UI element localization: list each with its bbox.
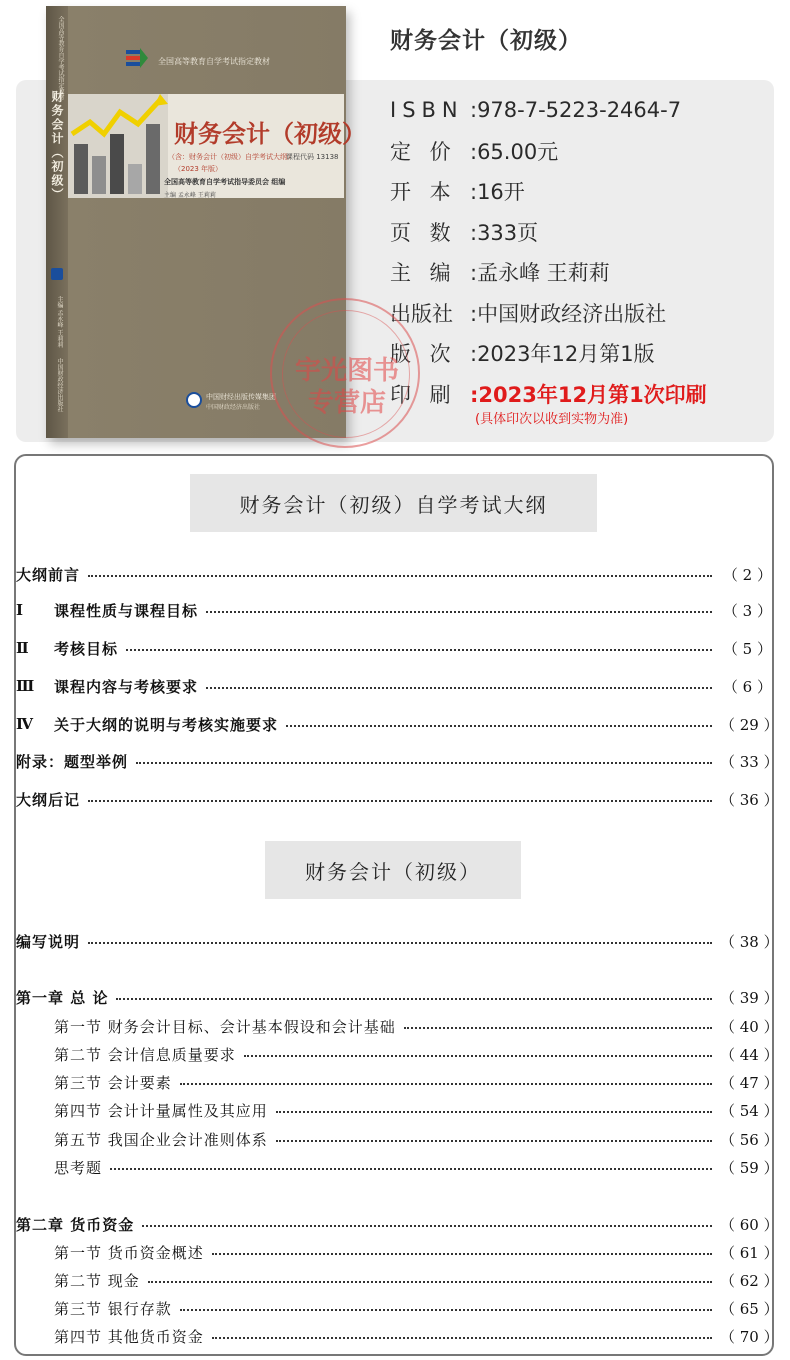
toc-section — [16, 1324, 779, 1348]
toc-leader-dots — [286, 725, 712, 727]
toc-leader-space — [244, 1055, 712, 1057]
info-value: :中国财政经济出版社 — [470, 301, 667, 326]
info-row-isbn — [390, 90, 780, 131]
toc-entry — [16, 674, 772, 698]
toc-leader-dots — [136, 762, 712, 764]
toc-entry-title: 附录：题型举例 — [16, 752, 129, 771]
toc-entry-title: 第四节 其他货币资金 — [54, 1327, 204, 1346]
toc-entry-title: 课程内容与考核要求 — [54, 677, 199, 696]
spine-series: 全国高等教育自学考试指定教材 — [57, 16, 64, 100]
toc-heading-outline: 财务会计（初级）自学考试大纲 — [190, 474, 597, 532]
toc-section — [16, 1070, 779, 1094]
toc-section — [16, 1014, 779, 1038]
info-value: :65.00元 — [470, 139, 559, 164]
toc-entry-title: 第二节 会计信息质量要求 — [54, 1045, 236, 1064]
toc-entry-title: 第一节 货币资金概述 — [54, 1243, 204, 1262]
info-label: ISBN — [390, 98, 464, 123]
cover-course-code: 课程代码 13138 — [286, 153, 339, 161]
toc-leader-dots — [126, 649, 712, 651]
toc-section — [16, 1155, 779, 1179]
toc-entry-page: （ 33 ） — [720, 752, 779, 771]
toc-entry-num: Ⅳ — [16, 715, 34, 733]
toc-entry-page: （ 60 ） — [720, 1215, 779, 1234]
toc-entry-title: 关于大纲的说明与考核实施要求 — [54, 715, 279, 734]
toc-leader-space — [180, 1309, 712, 1311]
toc-entry — [16, 562, 772, 586]
toc-entry-title: 大纲后记 — [16, 790, 81, 809]
toc-section — [16, 1098, 779, 1122]
toc-entry — [16, 636, 772, 660]
spine-press: 中国财政经济出版社 — [56, 358, 63, 412]
toc-chapter — [16, 1212, 779, 1236]
toc-entry-title: 第三节 会计要素 — [54, 1073, 172, 1092]
cover-banner — [68, 94, 366, 199]
info-label: 开 本 — [390, 180, 457, 205]
press-logo-icon — [186, 392, 202, 408]
spine-title: 财务会计（初级） — [50, 90, 64, 202]
toc-entry-page: （ 36 ） — [720, 790, 779, 809]
toc-entry-page: （ 6 ） — [722, 677, 772, 696]
cover-series: 全国高等教育自学考试指定教材 — [158, 57, 270, 66]
toc-entry-title: 第二节 现金 — [54, 1271, 140, 1290]
info-label: 主 编 — [390, 261, 457, 286]
toc-entry-num: Ⅱ — [16, 639, 29, 657]
toc-leader-space — [276, 1140, 712, 1142]
toc-entry-title: 考核目标 — [54, 639, 119, 658]
info-value: :孟永峰 王莉莉 — [470, 261, 610, 286]
toc-entry-page: （ 56 ） — [720, 1130, 779, 1149]
toc-entry-title: 第三节 银行存款 — [54, 1299, 172, 1318]
cover-title: 财务会计（初级） — [174, 119, 366, 148]
info-label: 印 刷 — [390, 382, 457, 407]
info-row-editors — [390, 252, 780, 293]
toc-entry-num: Ⅲ — [16, 677, 35, 695]
spine-logo-icon — [51, 268, 63, 280]
toc-entry-page: （ 61 ） — [720, 1243, 779, 1262]
toc-entry-title: 大纲前言 — [16, 565, 81, 584]
toc-entry-page: （ 70 ） — [720, 1327, 779, 1346]
toc-entry-title: 课程性质与课程目标 — [54, 601, 199, 620]
toc-leader-space — [110, 1168, 712, 1170]
toc-section — [16, 1296, 779, 1320]
toc-leader-dots — [88, 575, 712, 577]
toc-leader-dots — [142, 1225, 712, 1227]
info-label: 定 价 — [390, 139, 457, 164]
toc-entry — [16, 598, 772, 622]
product-title: 财务会计（初级） — [390, 28, 582, 54]
info-value: :333页 — [470, 220, 539, 245]
toc-entry-title: 第四节 会计计量属性及其应用 — [54, 1101, 268, 1120]
cover-press: 中国财经出版传媒集团 — [206, 393, 276, 401]
stamp-line1: 宇光图书 — [294, 356, 399, 386]
spine-author: 主编 孟永峰 王莉莉 — [56, 296, 63, 348]
stamp-line2: 专营店 — [307, 388, 386, 418]
toc-leader-space — [212, 1337, 712, 1339]
toc-leader-space — [276, 1111, 712, 1113]
toc-leader-dots — [88, 800, 712, 802]
toc-entry — [16, 787, 779, 811]
toc-section — [16, 1127, 779, 1151]
cover-editors: 主编 孟永峰 王莉莉 — [164, 192, 216, 199]
cover-committee: 全国高等教育自学考试指导委员会 组编 — [164, 178, 286, 186]
info-label: 出版社 — [390, 301, 453, 326]
printing-note: (具体印次以收到实物为准) — [475, 412, 629, 427]
toc-entry-page: （ 3 ） — [722, 601, 772, 620]
toc-entry-title: 编写说明 — [16, 932, 81, 951]
toc-entry — [16, 749, 779, 773]
chart-art-icon — [68, 94, 168, 198]
info-label: 版 次 — [390, 342, 457, 367]
info-value: :2023年12月第1版 — [470, 342, 655, 367]
info-row-pages — [390, 212, 780, 253]
book-spine — [46, 6, 68, 438]
toc-entry-page: （ 29 ） — [720, 715, 779, 734]
toc-entry-num: Ⅰ — [16, 601, 24, 619]
info-row-publisher — [390, 293, 780, 334]
info-label: 页 数 — [390, 220, 457, 245]
toc-section — [16, 1268, 779, 1292]
toc-entry-title: 思考题 — [54, 1158, 103, 1177]
info-value: :978-7-5223-2464-7 — [470, 98, 682, 123]
info-row-price — [390, 131, 780, 172]
toc-entry-page: （ 47 ） — [720, 1073, 779, 1092]
toc-leader-dots — [116, 998, 712, 1000]
toc-leader-dots — [88, 942, 712, 944]
toc-entry-title: 第一章 总 论 — [16, 988, 109, 1007]
toc-entry-title: 第一节 财务会计目标、会计基本假设和会计基础 — [54, 1017, 396, 1036]
toc-entry-title: 第二章 货币资金 — [16, 1215, 135, 1234]
toc-entry-page: （ 44 ） — [720, 1045, 779, 1064]
toc-entry-page: （ 38 ） — [720, 932, 779, 951]
info-value: :2023年12月第1次印刷 — [470, 382, 707, 407]
book-info-list — [390, 90, 780, 414]
info-row-edition — [390, 333, 780, 374]
toc-entry — [16, 929, 779, 953]
info-row-format — [390, 171, 780, 212]
toc-entry — [16, 712, 779, 736]
cover-edition: （2023 年版） — [174, 165, 223, 173]
toc-leader-space — [212, 1253, 712, 1255]
toc-entry-page: （ 2 ） — [722, 565, 772, 584]
info-value: :16开 — [470, 180, 525, 205]
toc-entry-page: （ 54 ） — [720, 1101, 779, 1120]
toc-leader-space — [148, 1281, 712, 1283]
toc-leader-space — [404, 1027, 712, 1029]
exam-logo-icon — [124, 46, 150, 70]
toc-entry-page: （ 40 ） — [720, 1017, 779, 1036]
toc-section — [16, 1240, 779, 1264]
toc-entry-page: （ 5 ） — [722, 639, 772, 658]
toc-entry-title: 第五节 我国企业会计准则体系 — [54, 1130, 268, 1149]
cover-press-secondary: 中国财政经济出版社 — [206, 404, 261, 411]
toc-leader-space — [180, 1083, 712, 1085]
toc-leader-dots — [206, 611, 712, 613]
toc-leader-dots — [206, 687, 712, 689]
toc-entry-page: （ 39 ） — [720, 988, 779, 1007]
cover-subtitle: （含：财务会计（初级）自学考试大纲） — [168, 153, 294, 161]
toc-entry-page: （ 59 ） — [720, 1158, 779, 1177]
toc-chapter — [16, 985, 779, 1009]
toc-entry-page: （ 62 ） — [720, 1271, 779, 1290]
toc-heading-book: 财务会计（初级） — [265, 841, 521, 899]
toc-section — [16, 1042, 779, 1066]
toc-entry-page: （ 65 ） — [720, 1299, 779, 1318]
